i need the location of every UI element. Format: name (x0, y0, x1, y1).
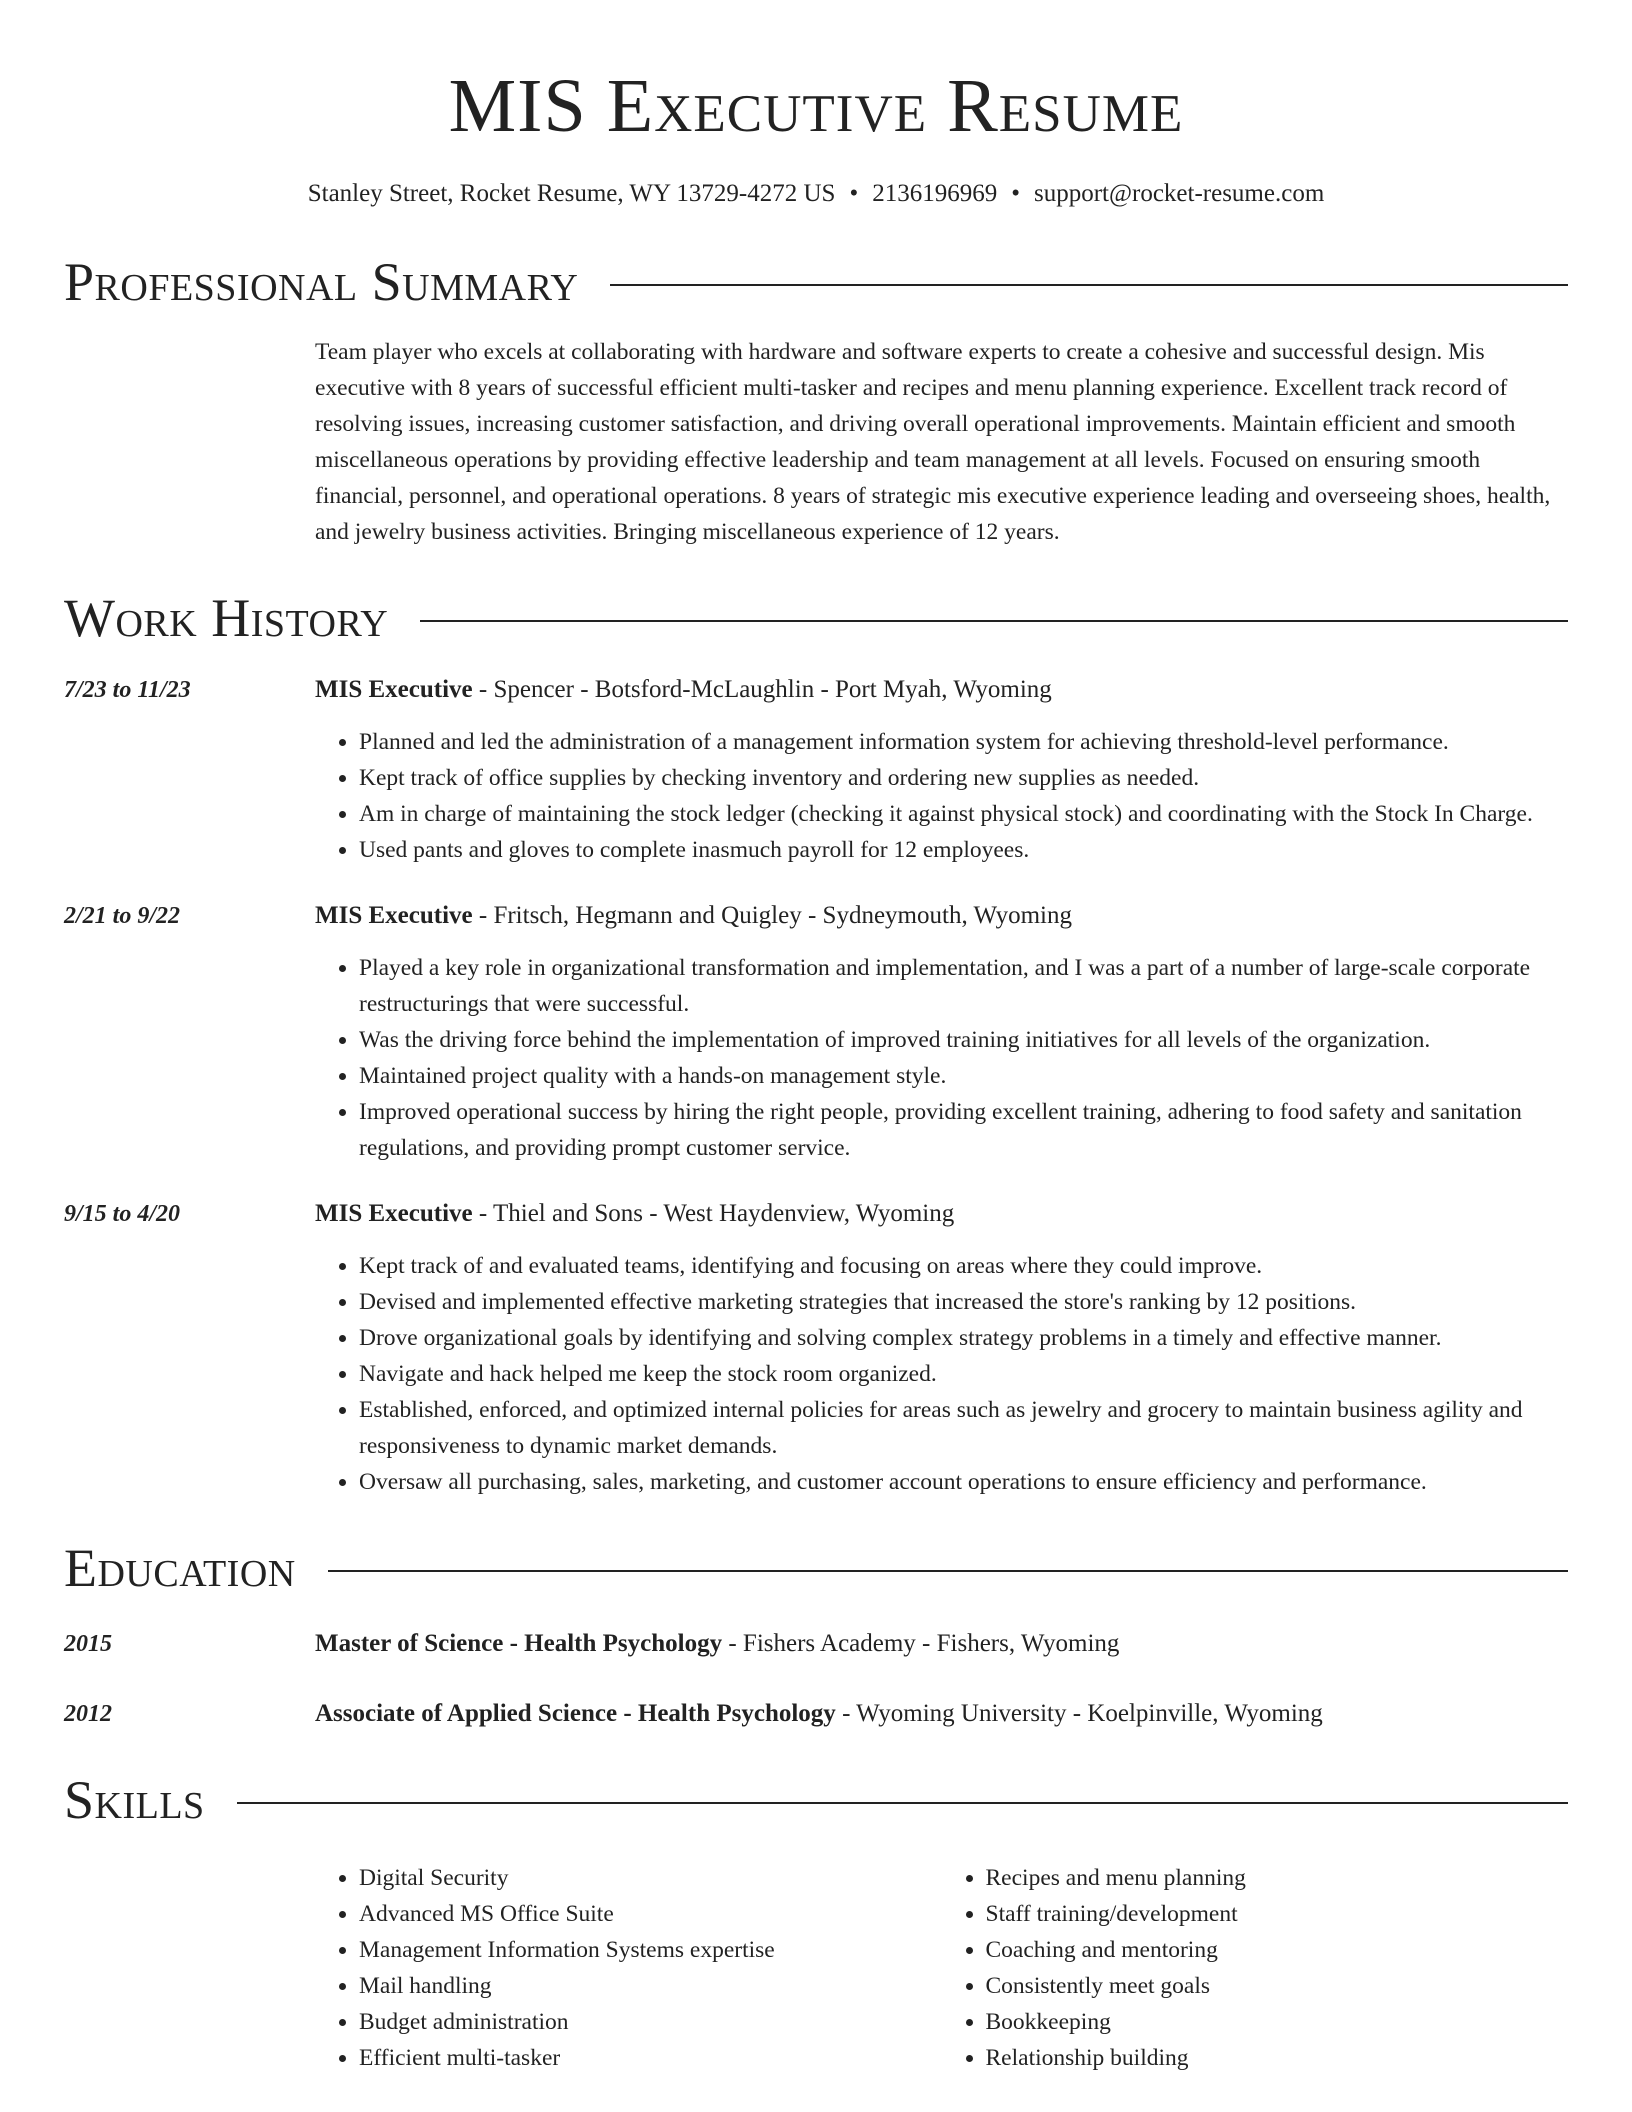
contact-separator: • (1011, 180, 1020, 207)
skills-section-header (64, 1762, 1568, 1838)
job-body (315, 1196, 1568, 1500)
summary-section-header (64, 244, 1568, 320)
education-body (315, 1626, 1568, 1662)
skill-item: • Management Information Systems expertise (359, 1932, 942, 1968)
job-title: MIS Executive (315, 676, 473, 703)
job-title-line (315, 672, 1568, 708)
job-list (64, 672, 1568, 1500)
job-dates: 9/15 to 4/20 (64, 1201, 181, 1227)
skills-list-left (315, 1860, 942, 2076)
skill-item: • Mail handling (359, 1968, 942, 2004)
education-degree: Master of Science - Health Psychology (315, 1630, 723, 1657)
job-bullet: • Drove organizational goals by identifying and solving complex strategy problems in a timely and effective manner. (359, 1320, 1568, 1356)
resume-title: MIS Executive Resume (448, 64, 1184, 148)
education-heading: Education (64, 1538, 296, 1598)
job-body (315, 672, 1568, 868)
job-bullet: • Devised and implemented effective marketing strategies that increased the store's ranking by 12 positions. (359, 1284, 1568, 1320)
education-entry (64, 1626, 1568, 1662)
section-divider (610, 284, 1568, 286)
skill-item: • Coaching and mentoring (986, 1932, 1569, 1968)
summary-heading: Professional Summary (64, 252, 579, 312)
contact-line (64, 176, 1568, 212)
skill-item: • Staff training/development (986, 1896, 1569, 1932)
skill-item: • Relationship building (986, 2040, 1569, 2076)
contact-separator: • (849, 180, 859, 207)
job-title-line (315, 1196, 1568, 1232)
job-bullet: • Navigate and hack helped me keep the stock room organized. (359, 1356, 1568, 1392)
job-bullet: • Kept track of and evaluated teams, identifying and focusing on areas where they could improve. (359, 1248, 1568, 1284)
education-line (315, 1696, 1568, 1732)
skill-item: • Digital Security (359, 1860, 942, 1896)
job-bullet: • Oversaw all purchasing, sales, marketing, and customer account operations to ensure efficiency and performance. (359, 1464, 1568, 1500)
job-bullet: • Used pants and gloves to complete inasmuch payroll for 12 employees. (359, 832, 1568, 868)
skill-item: • Bookkeeping (986, 2004, 1569, 2040)
work-section-header (64, 580, 1568, 656)
job-bullet: • Maintained project quality with a hands-on management style. (359, 1058, 1568, 1094)
section-divider (237, 1802, 1568, 1804)
education-year: 2012 (64, 1701, 112, 1727)
job-bullets (315, 724, 1568, 868)
address: Stanley Street, Rocket Resume, WY 13729-4272 US (307, 180, 836, 207)
skills-heading: Skills (64, 1770, 205, 1830)
summary-text: Team player who excels at collaborating with hardware and software experts to create a cohesive and successful design. Mis executive with 8 years of successful efficient multi-tasker and recipes and menu planning experience. Excellent track record of resolving issues, increasing customer satisfaction, and driving overall operational improvements. Maintain efficient and smooth miscellaneous operations by providing effective leadership and team management at all levels. Focused on ensuring smooth financial, personnel, and operational operations. 8 years of strategic mis executive experience leading and overseeing shoes, health, and jewelry business activities. Bringing miscellaneous experience of 12 years. (315, 339, 1551, 545)
job-title: MIS Executive (315, 902, 473, 929)
job-entry (64, 1196, 1568, 1500)
email: support@rocket-resume.com (1033, 180, 1325, 207)
job-bullet: • Established, enforced, and optimized internal policies for areas such as jewelry and grocery to maintain business agility and responsiveness to dynamic market demands. (359, 1392, 1568, 1464)
job-title: MIS Executive (315, 1200, 473, 1227)
job-title-line (315, 898, 1568, 934)
education-school: - Fishers Academy - Fishers, Wyoming (722, 1630, 1120, 1657)
job-entry (64, 898, 1568, 1166)
skill-item: • Budget administration (359, 2004, 942, 2040)
job-bullet: • Improved operational success by hiring the right people, providing excellent training, adhering to food safety and sanitation regulations, and providing prompt customer service. (359, 1094, 1568, 1166)
job-bullet: • Planned and led the administration of a management information system for achieving threshold-level performance. (359, 724, 1568, 760)
job-employer: - Spencer - Botsford-McLaughlin - Port Myah, Wyoming (472, 676, 1052, 703)
skills-list-right (942, 1860, 1569, 2076)
job-bullet: • Played a key role in organizational transformation and implementation, and I was a part of a number of large-scale corporate restructurings that were successful. (359, 950, 1568, 1022)
skill-item: • Advanced MS Office Suite (359, 1896, 942, 1932)
education-entry (64, 1696, 1568, 1732)
job-dates: 7/23 to 11/23 (64, 677, 191, 703)
education-body (315, 1696, 1568, 1732)
education-degree: Associate of Applied Science - Health Psychology (315, 1700, 836, 1727)
education-section-header (64, 1530, 1568, 1606)
skill-item: • Recipes and menu planning (986, 1860, 1569, 1896)
skills-columns (315, 1860, 1568, 2076)
section-divider (328, 1570, 1568, 1572)
job-entry (64, 672, 1568, 868)
job-bullet: • Was the driving force behind the implementation of improved training initiatives for all levels of the organization. (359, 1022, 1568, 1058)
skill-item: • Consistently meet goals (986, 1968, 1569, 2004)
job-body (315, 898, 1568, 1166)
education-list (64, 1626, 1568, 1732)
skill-item: • Efficient multi-tasker (359, 2040, 942, 2076)
education-year: 2015 (64, 1631, 112, 1657)
education-school: - Wyoming University - Koelpinville, Wyoming (835, 1700, 1323, 1727)
phone: 2136196969 (872, 180, 998, 207)
job-bullets (315, 1248, 1568, 1500)
job-employer: - Thiel and Sons - West Haydenview, Wyoming (472, 1200, 955, 1227)
job-bullets (315, 950, 1568, 1166)
work-heading: Work History (64, 588, 389, 648)
job-bullet: • Am in charge of maintaining the stock ledger (checking it against physical stock) and coordinating with the Stock In Charge. (359, 796, 1568, 832)
job-dates: 2/21 to 9/22 (64, 903, 181, 929)
job-bullet: • Kept track of office supplies by checking inventory and ordering new supplies as needed. (359, 760, 1568, 796)
job-employer: - Fritsch, Hegmann and Quigley - Sydneymouth, Wyoming (472, 902, 1072, 929)
education-line (315, 1626, 1568, 1662)
section-divider (420, 620, 1568, 622)
